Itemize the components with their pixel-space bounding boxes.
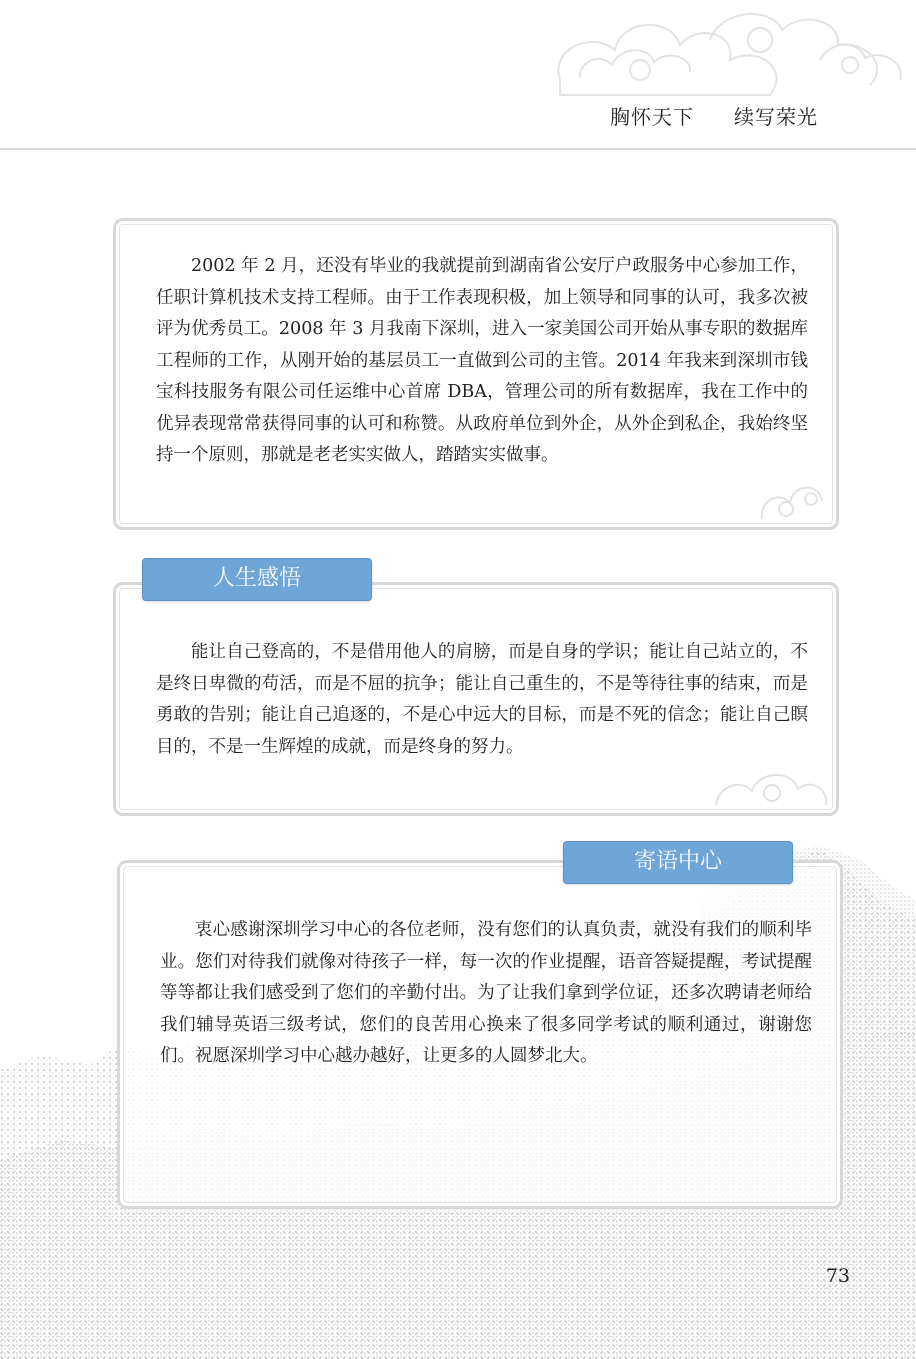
message-text-box [117, 860, 843, 1209]
swirl-ornament-icon [712, 761, 832, 809]
story-paragraph: 2002 年 2 月，还没有毕业的我就提前到湖南省公安厅户政服务中心参加工作，任职计算机技术支持工程师。由于工作表现积极，加上领导和同事的认可，我多次被评为优秀员工。2008 年 3 月我南下深圳，进入一家美国公司开始从事专职的数据库工程师的工作，从刚开始的基层员工一直做到公司的主管。2014 年我来到深圳市钱宝科技服务有限公司任运维中心首席 DBA，管理公司的所有数据库，我在工作中的优异表现常常获得同事的认可和称赞。从政府单位到外企，从外企到私企，我始终坚持一个原则，那就是老老实实做人，踏踏实实做事。 [156, 256, 808, 465]
reflection-paragraph: 能让自己登高的，不是借用他人的肩膀，而是自身的学识；能让自己站立的，不是终日卑微的苟活，而是不屈的抗争；能让自己重生的，不是等待往事的结束，而是勇敢的告别；能让自己追逐的，不是心中远大的目标，而是不死的信念；能让自己瞑目的，不是一生辉煌的成就，而是终身的努力。 [156, 642, 808, 757]
header-title-left: 胸怀天下 [610, 105, 694, 129]
story-text-box [113, 218, 839, 530]
page-number: 73 [825, 1265, 850, 1287]
message-paragraph: 衷心感谢深圳学习中心的各位老师，没有您们的认真负责，就没有我们的顺利毕业。您们对待我们就像对待孩子一样，每一次的作业提醒，语音答疑提醒，考试提醒等等都让我们感受到了您们的辛勤付出。为了让我们拿到学位证，还多次聘请老师给我们辅导英语三级考试，您们的良苦用心换来了很多同学考试的顺利通过，谢谢您们。祝愿深圳学习中心越办越好，让更多的人圆梦北大。 [160, 920, 812, 1066]
reflection-text-box [113, 582, 839, 816]
header-divider [0, 148, 916, 150]
header-title-right: 续写荣光 [734, 105, 818, 129]
running-header [610, 101, 818, 130]
section-tab-message: 寄语中心 [563, 841, 793, 884]
section-tab-reflection: 人生感悟 [142, 558, 372, 601]
swirl-ornament-icon [756, 469, 832, 525]
